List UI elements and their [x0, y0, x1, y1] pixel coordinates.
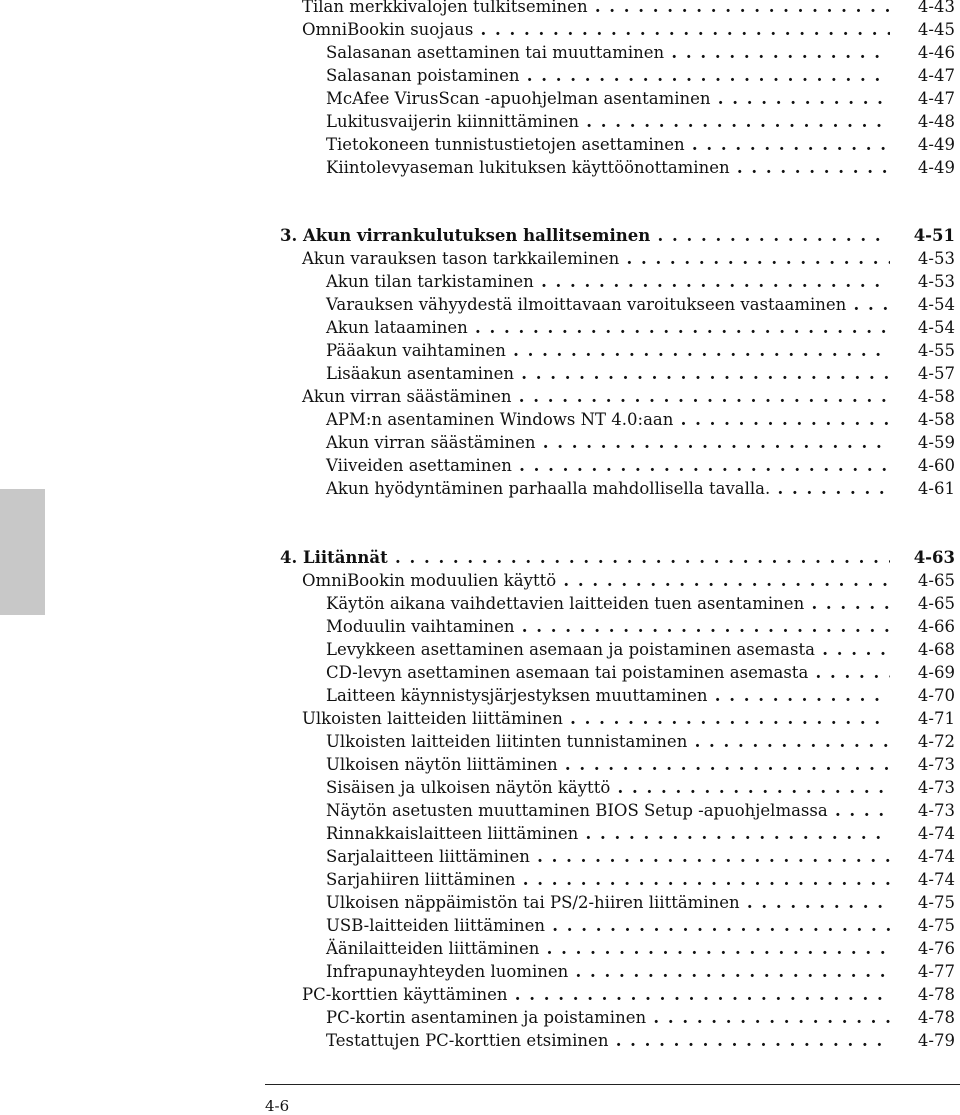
toc-entry[interactable] [280, 293, 955, 316]
toc-entry[interactable] [280, 1029, 955, 1052]
toc-entry-page: 4-54 [917, 318, 955, 337]
toc-entry-title: USB-laitteiden liittäminen . . . [280, 914, 890, 937]
toc-entry-page: 4-47 [917, 66, 955, 85]
toc-entry-page: 4-58 [917, 410, 955, 429]
toc-entry-page: 4-49 [917, 135, 955, 154]
chapter-thumb-tab [0, 489, 45, 615]
toc-entry-title: Akun tilan tarkistaminen . . . [280, 270, 890, 293]
toc-entry-title: PC-kortin asentaminen ja poistaminen . . . [280, 1006, 890, 1029]
toc-entry[interactable] [280, 87, 955, 110]
toc-entry-title: 4. Liitännät . . . [280, 546, 890, 569]
toc-entry-title: Ulkoisten laitteiden liittäminen . . . [280, 707, 890, 730]
toc-entry-title: Akun hyödyntäminen parhaalla mahdollisella tavalla. . . . [280, 477, 890, 500]
toc-entry-title: Akun virran säästäminen . . . [280, 431, 890, 454]
toc-section-security [280, 0, 955, 179]
toc-entry-title: Sisäisen ja ulkoisen näytön käyttö . . . [280, 776, 890, 799]
toc-chapter-heading[interactable] [280, 546, 955, 569]
toc-entry-page: 4-53 [917, 249, 955, 268]
toc-entry-page: 4-61 [917, 479, 955, 498]
toc-entry-title: Sarjalaitteen liittäminen . . . [280, 845, 890, 868]
toc-entry[interactable] [280, 270, 955, 293]
toc-entry-title: CD-levyn asettaminen asemaan tai poistaminen asemasta . . . [280, 661, 890, 684]
toc-entry-title: Salasanan poistaminen . . . [280, 64, 890, 87]
toc-entry-title: 3. Akun virrankulutuksen hallitseminen . . . [280, 224, 890, 247]
toc-entry-title: Tietokoneen tunnistustietojen asettaminen . . . [280, 133, 890, 156]
toc-entry-title: Kiintolevyaseman lukituksen käyttöönottaminen . . . [280, 156, 890, 179]
toc-entry-page: 4-60 [917, 456, 955, 475]
toc-entry[interactable] [280, 316, 955, 339]
toc-entry-title: Lisäakun asentaminen . . . [280, 362, 890, 385]
toc-entry[interactable] [280, 18, 955, 41]
toc-entry-title: Infrapunayhteyden luominen . . . [280, 960, 890, 983]
toc-entry-page: 4-70 [917, 686, 955, 705]
toc-entry-title: Moduulin vaihtaminen . . . [280, 615, 890, 638]
toc-entry-title: Pääakun vaihtaminen . . . [280, 339, 890, 362]
page-number: 4-6 [265, 1097, 290, 1115]
toc-entry-page: 4-75 [917, 893, 955, 912]
toc-entry[interactable] [280, 638, 955, 661]
toc-entry[interactable] [280, 339, 955, 362]
toc-entry[interactable] [280, 615, 955, 638]
toc-entry[interactable] [280, 592, 955, 615]
toc-entry[interactable] [280, 362, 955, 385]
toc-entry-page: 4-74 [917, 824, 955, 843]
toc-entry-page: 4-69 [917, 663, 955, 682]
toc-section-connections [280, 546, 955, 1052]
toc-entry-title: Näytön asetusten muuttaminen BIOS Setup -apuohjelmassa . . . [280, 799, 890, 822]
toc-entry-title: Testattujen PC-korttien etsiminen . . . [280, 1029, 890, 1052]
toc-entry[interactable] [280, 41, 955, 64]
toc-entry[interactable] [280, 569, 955, 592]
toc-entry[interactable] [280, 156, 955, 179]
toc-entry[interactable] [280, 914, 955, 937]
toc-entry-title: Ulkoisen näytön liittäminen . . . [280, 753, 890, 776]
toc-entry-page: 4-45 [917, 20, 955, 39]
footer-rule [265, 1084, 960, 1085]
toc-entry[interactable] [280, 891, 955, 914]
toc-entry-page: 4-72 [917, 732, 955, 751]
toc-entry-page: 4-76 [917, 939, 955, 958]
toc-entry-title: Viiveiden asettaminen . . . [280, 454, 890, 477]
toc-entry-page: 4-57 [917, 364, 955, 383]
toc-entry-page: 4-77 [917, 962, 955, 981]
toc-entry-title: Akun virran säästäminen . . . [280, 385, 890, 408]
toc-entry-title: OmniBookin suojaus . . . [280, 18, 890, 41]
toc-entry[interactable] [280, 868, 955, 891]
toc-entry[interactable] [280, 960, 955, 983]
toc-entry-page: 4-73 [917, 801, 955, 820]
toc-entry-page: 4-73 [917, 755, 955, 774]
toc-entry-page: 4-53 [917, 272, 955, 291]
toc-entry[interactable] [280, 684, 955, 707]
toc-entry-title: APM:n asentaminen Windows NT 4.0:aan . . . [280, 408, 890, 431]
toc-entry[interactable] [280, 64, 955, 87]
toc-entry[interactable] [280, 776, 955, 799]
toc-entry-title: McAfee VirusScan -apuohjelman asentaminen . . . [280, 87, 890, 110]
toc-entry-title: Käytön aikana vaihdettavien laitteiden tuen asentaminen . . . [280, 592, 890, 615]
toc-entry-title: Ulkoisten laitteiden liitinten tunnistaminen . . . [280, 730, 890, 753]
toc-entry[interactable] [280, 385, 955, 408]
toc-entry[interactable] [280, 707, 955, 730]
toc-entry-page: 4-78 [917, 985, 955, 1004]
toc-entry-title: Levykkeen asettaminen asemaan ja poistaminen asemasta . . . [280, 638, 890, 661]
toc-entry-page: 4-47 [917, 89, 955, 108]
toc-entry-page: 4-68 [917, 640, 955, 659]
toc-entry[interactable] [280, 431, 955, 454]
toc-entry[interactable] [280, 845, 955, 868]
toc-entry[interactable] [280, 822, 955, 845]
toc-entry[interactable] [280, 0, 955, 18]
toc-entry-page: 4-51 [913, 226, 955, 245]
toc-entry-page: 4-43 [917, 0, 955, 16]
toc-entry-page: 4-59 [917, 433, 955, 452]
toc-chapter-heading[interactable] [280, 224, 955, 247]
toc-entry-page: 4-65 [917, 571, 955, 590]
toc-entry-title: Laitteen käynnistysjärjestyksen muuttaminen . . . [280, 684, 890, 707]
toc-entry[interactable] [280, 477, 955, 500]
toc-entry-title: Sarjahiiren liittäminen . . . [280, 868, 890, 891]
toc-entry-title: Tilan merkkivalojen tulkitseminen . . . [280, 0, 890, 18]
toc-entry-page: 4-71 [917, 709, 955, 728]
toc-entry-title: PC-korttien käyttäminen . . . [280, 983, 890, 1006]
toc-entry-title: Varauksen vähyydestä ilmoittavaan varoitukseen vastaaminen . . . [280, 293, 890, 316]
toc-entry-page: 4-74 [917, 847, 955, 866]
toc-entry[interactable] [280, 1006, 955, 1029]
toc-entry[interactable] [280, 937, 955, 960]
toc-entry-page: 4-75 [917, 916, 955, 935]
toc-entry[interactable] [280, 110, 955, 133]
toc-entry-title: Rinnakkaislaitteen liittäminen . . . [280, 822, 890, 845]
toc-entry-title: Akun varauksen tason tarkkaileminen . . . [280, 247, 890, 270]
toc-entry-page: 4-49 [917, 158, 955, 177]
toc-section-battery [280, 224, 955, 500]
toc-entry-page: 4-55 [917, 341, 955, 360]
toc-entry-page: 4-74 [917, 870, 955, 889]
toc-entry[interactable] [280, 753, 955, 776]
toc-entry-page: 4-73 [917, 778, 955, 797]
toc-entry-page: 4-46 [917, 43, 955, 62]
toc-entry[interactable] [280, 983, 955, 1006]
toc-entry[interactable] [280, 454, 955, 477]
toc-entry-page: 4-58 [917, 387, 955, 406]
toc-entry[interactable] [280, 730, 955, 753]
toc-entry-title: Lukitusvaijerin kiinnittäminen . . . [280, 110, 890, 133]
toc-entry-page: 4-48 [917, 112, 955, 131]
toc-entry-title: Akun lataaminen . . . [280, 316, 890, 339]
toc-entry-title: Äänilaitteiden liittäminen . . . [280, 937, 890, 960]
toc-entry-page: 4-79 [917, 1031, 955, 1050]
toc-entry-title: OmniBookin moduulien käyttö . . . [280, 569, 890, 592]
toc-entry-title: Salasanan asettaminen tai muuttaminen . . . [280, 41, 890, 64]
toc-entry[interactable] [280, 799, 955, 822]
toc-entry[interactable] [280, 133, 955, 156]
toc-entry-title: Ulkoisen näppäimistön tai PS/2-hiiren liittäminen . . . [280, 891, 890, 914]
toc-entry-page: 4-66 [917, 617, 955, 636]
toc-entry-page: 4-78 [917, 1008, 955, 1027]
toc-entry[interactable] [280, 408, 955, 431]
toc-entry-page: 4-65 [917, 594, 955, 613]
toc-entry[interactable] [280, 247, 955, 270]
toc-entry-page: 4-63 [913, 548, 955, 567]
toc-entry[interactable] [280, 661, 955, 684]
toc-entry-page: 4-54 [917, 295, 955, 314]
